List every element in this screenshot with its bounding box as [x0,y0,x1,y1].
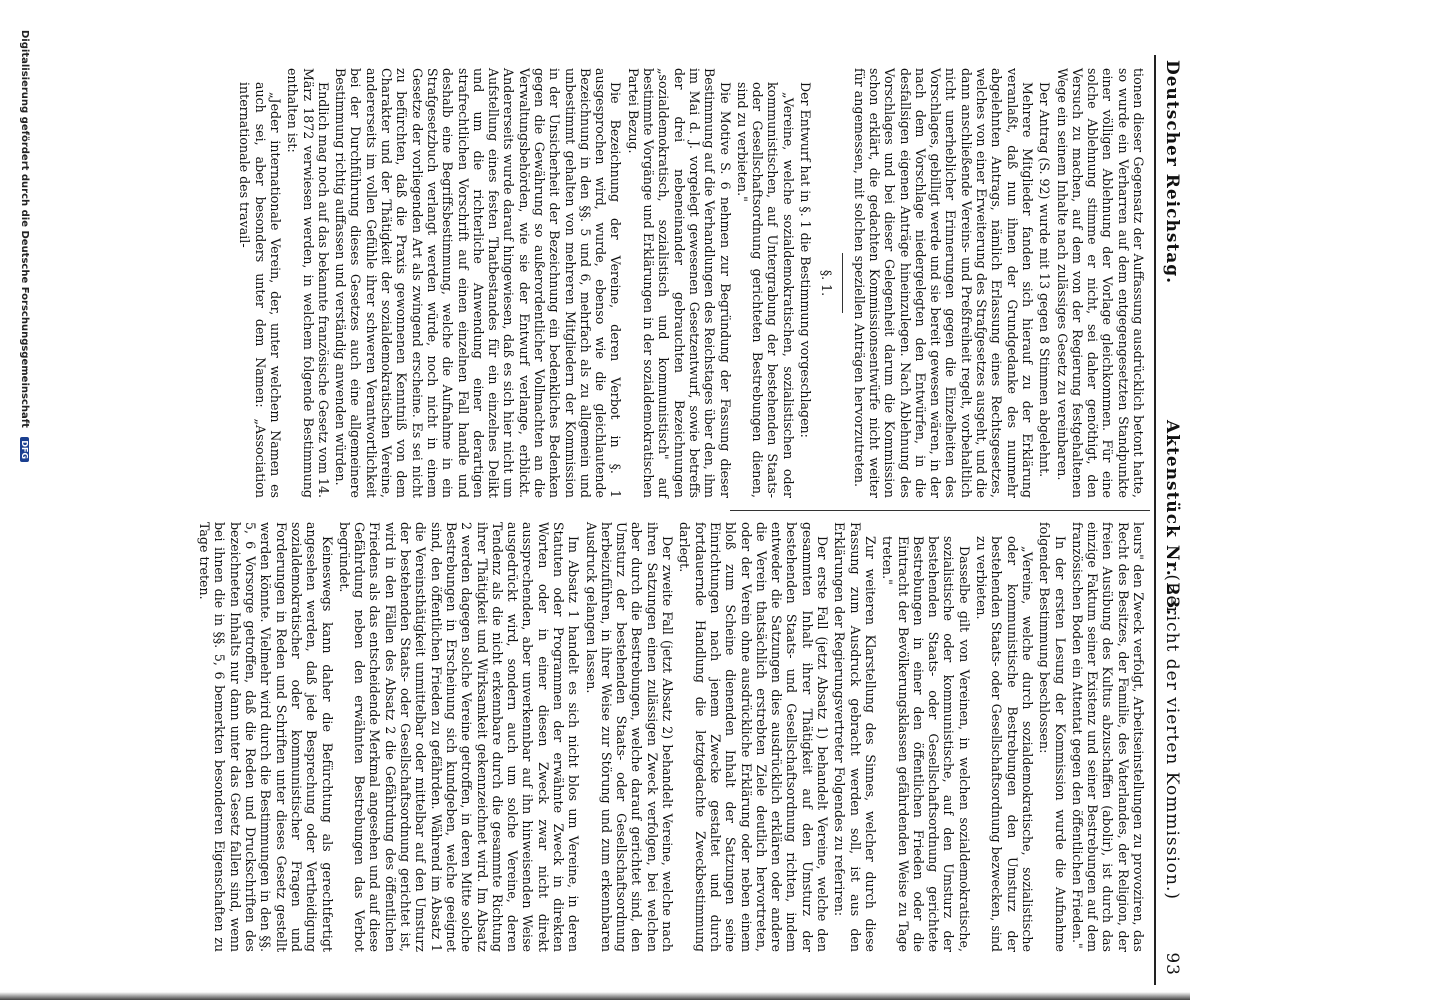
page-header [1156,60,1182,976]
quoted-paragraph: „Vereine, welche sozialdemokratischen, sozialistischen oder kommunistischen, auf Untergrabung der bestehenden Staats- oder Gesellschaftsordnung gerichteten Bestrebungen dienen, sind zu verbieten." [734,82,796,498]
header-document-number: Aktenstück Nr. 23. [1162,420,1182,617]
paragraph: In der ersten Lesung der Kommission wurde die Aufnahme folgender Bestimmung beschlossen: [1037,522,1068,952]
paragraph: Der erste Fall (jetzt Absatz 1) behandelt Vereine, welche den gesammten Inhalt ihrer Thätigkeit auf den Umsturz der bestehenden Staats- und Gesellschaftsordnung richten, indem entweder die Satzungen dies ausdrücklich erklären oder andere die Verein thatsächlich erstrebten Ziele deutlich hervortreten, oder der Verein ohne ausdrückliche Erklärung oder neben einem bloß zum Scheine dienenden Inhalt der Satzungen seine Einrichtungen nach jenem Zwecke gestaltet und durch fortdauernde Handlung die letztgedachte Zweckbestimmung darlegt. [677,522,831,952]
paragraph: Endlich mag noch auf das bekannte französische Gesetz vom 14. März 1872 verwiesen werden, in welchem folgende Bestimmung enthalten ist: [285,68,331,498]
left-column [235,68,1146,498]
quoted-paragraph: „Vereine, welche durch sozialdemokratische, sozialistische oder kommunistische Bestrebungen den Umsturz der bestehenden Staats- oder Gesellschaftsordnung bezwecken, sind zu verbieten. [974,536,1035,952]
credit-text: Digitalisierung gefördert durch die Deutsche Forschungsgemeinschaft [19,30,30,428]
digitization-credit [19,30,30,462]
column-divider [730,510,1150,511]
paragraph: Mehrere Mitglieder fanden sich hierauf zu der Erklärung veranlaßt, daß nun ihnen der Grundgedanke des nunmehr abgelehnten Antrags, nämlich Erlassung eines Rechtsgesetzes, welches von einer Erweiterung des Strafgesetzes ausgeht, und die dann anschließende Vereins- und Preßfreiheit regelt, vorbehaltlich nicht unerheblicher Erinnerungen gegen die Einzelheiten des Vorschlages, gebilligt werde und sie bereit gewesen wären, in der nach dem Vorschlage niedergelegten den Entwürfen, in die desfallsigen eigenen Anträge hineinzulegen. Nach Ablehnung des Vorschlages und bei dieser Gelegenheit darum die Kommission schon erklärt, die gedachten Kommissionsentwürfe nicht weiter für angemessen, mit solchen speziellen Anträgen hervorzutreten. [851,68,1035,498]
paragraph: Der Entwurf hat in §. 1 die Bestimmung vorgeschlagen: [798,82,814,438]
paragraph: Die Bezeichnung der Vereine, deren Verbot in §. 1 ausgesprochen wird, wurde, ebenso wie die gleichlautende Bezeichnung in den §§. 5 und 6, mehrfach als zu allgemein und unbestimmt gehalten von mehreren Mitgliedern der Kommission in der Unsicherheit der Bezeichnung ein bedenkliches Bedenken gegen die Gewährung so außerordentlicher Vollmachten an die Verwaltungsbehörden, wie sie der Entwurf verlange, erblickt. Andererseits wurde darauf hingewiesen, daß es sich hier nicht um Aufstellung eines festen Thatbestandes für ein einzelnes Delikt und um die richterliche Anwendung einer derartigen strafrechtlichen Vorschrift auf einen einzelnen Fall handle und deshalb eine Begriffsbestimmung, welche die Aufnahme in ein Strafgesetzbuch verlangt werden würde, noch nicht in einem Gesetze der vorliegenden Art als zwingend erscheine. Es sei nicht zu befürchten, daß die Praxis gewonnenen Kenntniß von dem Charakter und der Thätigkeit der sozialdemokratischen Vereine, andererseits im vollen Gefühle ihrer schweren Verantwortlichkeit bei der Durchführung dieses Gesetzes auch eine allgemeinere Bestimmung richtig auffassen und verständig anwenden würden. [333,68,624,498]
paragraph: Im Absatz 1 handelt es sich nicht blos um Vereine, in deren Statuten oder Programmen der erwähnte Zweck in direkten Worten oder in einer diesen Zweck zwar nicht direkt aussprechenden, aber unverkennbar auf ihn hinweisenden Weise ausgedrückt wird, sondern auch um solche Vereine, deren Tendenz als die nicht erkennbare durch die gesammte Richtung ihrer Thätigkeit und Wirksamkeit gekennzeichnet wird. Im Absatz 2 werden dagegen solche Vereine getroffen, in deren Mitte solche Bestrebungen in Erscheinung sich kundgeben, welche geeignet sind, den öffentlichen Frieden zu gefährden. Während im Absatz 1 die Vereinsthätigkeit unmittelbar oder mittelbar auf den Umsturz der bestehenden Staats- oder Gesellschaftsordnung gerichtet ist, wird in den Fällen des Absatz 2 die Gefährdung des öffentlichen Friedens als das entscheidende Merkmal angesehen und auf diese Gefährdung neben den erwähnten Bestrebungen das Verbot begründet. [336,522,582,952]
paragraph: Die Motive S. 6 nehmen zur Begründung der Fassung dieser Bestimmung auf die Verhandlungen des Reichstages über den, ihm im Mai d. J. vorgelegt gewesenen Gesetzentwurf, sowie betreffs der drei nebeneinander gebrauchten Bezeichnungen „sozialdemokratisch, sozialistisch und kommunistisch" auf bestimmte Vorgänge und Erklärungen in der sozialdemokratischen Partei Bezug. [625,68,733,498]
right-column [195,522,1146,952]
paragraph: Der zweite Fall (jetzt Absatz 2) behandelt Vereine, welche nach ihren Satzungen einen zulässigen Zweck verfolgen, bei welchen aber durch die Bestrebungen, welche darauf gerichtet sind, den Umsturz der bestehenden Staats- oder Gesellschaftsordnung herbeizuführen, in ihrer Weise zur Störung und zum erkennbaren Ausdruck gelangen lassen. [583,522,676,952]
header-publication: Deutscher Reichstag. [1162,60,1182,285]
header-rule [1154,55,1156,985]
quoted-paragraph: „Jeder internationale Verein, der, unter welchem Namen es auch sei, aber besonders unter dem Namen: „Association internationale des travail- [237,82,283,498]
paragraph: tionen dieser Gegensatz der Auffassung ausdrücklich betont hatte, so wurde ein Verharren auf dem entgegengesetzten Standpunkte einer völligen Ablehnung der Vorlage gleichkommen. Für eine solche Ablehnung stimme er nicht, sei daher genöthigt, den Versuch zu machen, auf dem von der Regierung festgehaltenen Wege ein seinem Inhalte nach zulässiges Gesetz zu vereinbaren. [1054,68,1146,498]
page-number: 93 [1162,952,1182,976]
paragraph: Der Antrag (S. 92) wurde mit 13 gegen 8 Stimmen abgelehnt. [1037,82,1053,478]
section-rule [842,253,843,313]
paragraph: Zur weiteren Klarstellung des Sinnes, welcher durch diese Fassung zum Ausdruck gebracht werden soll, ist aus den Erklärungen der Regierungsvertreter Folgendes zu referiren: [832,522,878,952]
paragraph: Keineswegs kann daher die Befürchtung als gerechtfertigt angesehen werden, daß jede Besprechung oder Vertheidigung sozialdemokratischer oder kommunistischer Fragen und Forderungen in Reden und Schriften unter dieses Gesetz gestellt werden könnte. Vielmehr wird durch die Bestimmungen in den §§. 5, 6 Vorsorge getroffen, daß die Reden und Druckschriften des bezeichneten Inhalts nur dann unter das Gesetz fallen sind, wenn bei ihnen die in §§. 5, 6 bemerkten besonderen Eigenschaften zu Tage treten. [197,522,335,952]
section-heading: §. 1. [819,269,835,297]
scan-edge-shadow [0,992,1190,1000]
header-report-title: (Bericht der vierten Kommission.) [1162,574,1182,900]
paragraph: leurs" den Zweck verfolgt, Arbeitseinstellungen zu provoziren, das Recht des Besitzes, der Familie, des Vaterlandes, der Religion, der freien Ausübung des Kultus abzuschaffen (abolir), ist durch das einzige Faktum seiner Existenz und seiner Bestrebungen auf dem französischen Boden ein Attentat gegen den öffentlichen Frieden." [1069,522,1146,952]
dfg-logo: DFG [21,437,30,462]
quoted-paragraph: Dasselbe gilt von Vereinen, in welchen sozialdemokratische, sozialistische oder kommunistische, auf den Umsturz der bestehenden Staats- oder Gesellschaftsordnung gerichtete Bestrebungen in einer den öffentlichen Frieden oder die Eintracht der Bevölkerungsklassen gefährdenden Weise zu Tage treten." [880,536,972,952]
